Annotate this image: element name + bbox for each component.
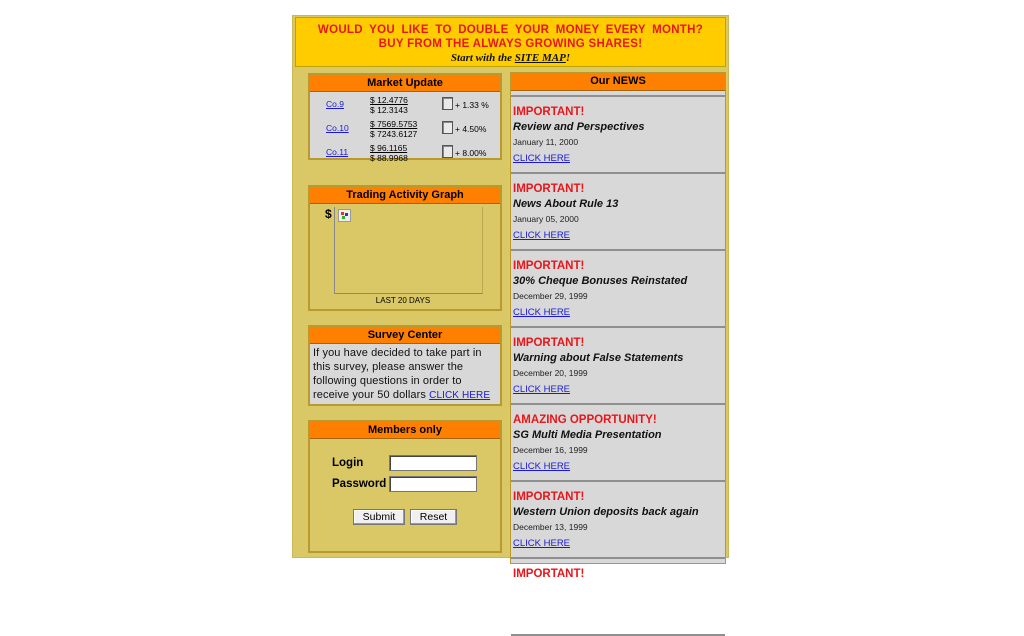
news-tag: IMPORTANT! bbox=[513, 568, 585, 580]
current-price: $ 7569.5753 bbox=[370, 119, 418, 129]
submit-button[interactable]: Submit bbox=[353, 509, 405, 525]
banner-line-3-prefix: Start with the bbox=[450, 52, 515, 64]
password-label: Password bbox=[332, 478, 387, 490]
page-frame bbox=[292, 15, 729, 580]
reset-button[interactable]: Reset bbox=[410, 509, 457, 525]
password-input[interactable] bbox=[389, 476, 477, 492]
market-row bbox=[310, 143, 496, 165]
news-headline: News About Rule 13 bbox=[513, 198, 619, 210]
news-date: January 11, 2000 bbox=[513, 137, 579, 147]
banner-line-2: BUY FROM THE ALWAYS GROWING SHARES! bbox=[378, 38, 643, 50]
survey-click-here-link[interactable]: CLICK HERE bbox=[429, 390, 491, 401]
trading-graph-panel bbox=[308, 185, 502, 311]
news-click-here-link[interactable]: CLICK HERE bbox=[513, 384, 571, 395]
survey-text: If you have decided to take part in this survey, please answer the following questions in order to receive your 50 dollars bbox=[313, 347, 482, 401]
news-headline: SG Multi Media Presentation bbox=[513, 429, 662, 441]
news-title: Our NEWS bbox=[511, 73, 725, 91]
trading-graph-title: Trading Activity Graph bbox=[310, 187, 500, 204]
price-change: + 8.00% bbox=[455, 148, 487, 158]
news-item bbox=[511, 405, 725, 482]
news-date: December 29, 1999 bbox=[513, 291, 588, 301]
news-headline: Warning about False Statements bbox=[513, 352, 684, 364]
banner-line-3-suffix: ! bbox=[565, 52, 571, 64]
news-date: December 16, 1999 bbox=[513, 445, 588, 455]
news-click-here-link[interactable]: CLICK HERE bbox=[513, 230, 571, 241]
promo-banner bbox=[295, 17, 726, 67]
news-headline: 30% Cheque Bonuses Reinstated bbox=[513, 275, 688, 287]
currency-axis-label: $ bbox=[325, 207, 332, 221]
news-panel bbox=[510, 72, 726, 580]
news-tag: IMPORTANT! bbox=[513, 337, 585, 349]
news-tag: IMPORTANT! bbox=[513, 106, 585, 118]
news-item bbox=[511, 328, 725, 405]
current-price: $ 12.4776 bbox=[370, 95, 408, 105]
news-date: January 05, 2000 bbox=[513, 214, 579, 224]
survey-title: Survey Center bbox=[310, 327, 500, 344]
graph-plot-area bbox=[334, 207, 483, 294]
market-update-table bbox=[310, 92, 500, 163]
login-form bbox=[310, 439, 500, 551]
company-link[interactable]: Co.9 bbox=[326, 99, 344, 109]
news-item bbox=[511, 174, 725, 251]
graph-caption: LAST 20 DAYS bbox=[375, 296, 431, 305]
select-checkbox[interactable] bbox=[442, 121, 453, 134]
market-row bbox=[310, 119, 496, 141]
previous-price: $ 88.9968 bbox=[370, 153, 408, 163]
news-tag: IMPORTANT! bbox=[513, 491, 585, 503]
banner-line-3 bbox=[296, 51, 725, 65]
news-click-here-link[interactable]: CLICK HERE bbox=[513, 153, 571, 164]
select-checkbox[interactable] bbox=[442, 145, 453, 158]
news-date: December 13, 1999 bbox=[513, 522, 588, 532]
news-click-here-link[interactable]: CLICK HERE bbox=[513, 461, 571, 472]
select-checkbox[interactable] bbox=[442, 97, 453, 110]
site-map-link[interactable]: SITE MAP bbox=[514, 52, 566, 64]
market-row bbox=[310, 95, 496, 117]
banner-line-1: WOULD YOU LIKE TO DOUBLE YOUR MONEY EVERY MONTH? bbox=[317, 24, 704, 36]
members-title: Members only bbox=[310, 422, 500, 439]
price-change: + 1.33 % bbox=[455, 100, 489, 110]
survey-panel bbox=[308, 325, 502, 406]
news-item bbox=[511, 482, 725, 559]
news-date: December 20, 1999 bbox=[513, 368, 588, 378]
broken-image-icon bbox=[338, 209, 351, 222]
news-headline: Western Union deposits back again bbox=[513, 506, 699, 518]
news-tag: IMPORTANT! bbox=[513, 183, 585, 195]
news-headline: Review and Perspectives bbox=[513, 121, 645, 133]
news-click-here-link[interactable]: CLICK HERE bbox=[513, 307, 571, 318]
market-update-panel bbox=[308, 73, 502, 163]
news-item bbox=[511, 559, 725, 636]
previous-price: $ 12.3143 bbox=[370, 105, 408, 115]
news-click-here-link[interactable]: CLICK HERE bbox=[513, 538, 571, 549]
news-item bbox=[511, 251, 725, 328]
previous-price: $ 7243.6127 bbox=[370, 129, 418, 139]
company-link[interactable]: Co.10 bbox=[326, 123, 349, 133]
login-input[interactable] bbox=[389, 455, 477, 471]
members-panel bbox=[308, 420, 502, 553]
company-link[interactable]: Co.11 bbox=[326, 147, 349, 157]
news-item bbox=[511, 97, 725, 174]
news-tag: AMAZING OPPORTUNITY! bbox=[513, 414, 657, 426]
news-tag: IMPORTANT! bbox=[513, 260, 585, 272]
price-change: + 4.50% bbox=[455, 124, 487, 134]
survey-text-block bbox=[310, 344, 500, 404]
trading-graph bbox=[310, 204, 500, 309]
login-label: Login bbox=[332, 457, 364, 469]
market-update-title: Market Update bbox=[310, 75, 500, 92]
current-price: $ 96.1165 bbox=[370, 143, 408, 153]
